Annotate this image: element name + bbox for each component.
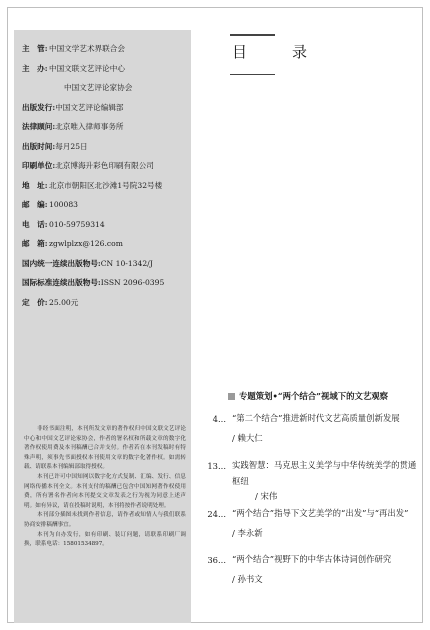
toc-entry-title: “两个结合”指导下文艺美学的“出发”与“再出发” — [232, 508, 409, 518]
masthead-label: 邮 编: — [22, 200, 48, 209]
masthead-label: 地 址: — [22, 180, 48, 190]
masthead-label: 定 价: — [22, 297, 48, 307]
masthead-row — [22, 181, 192, 201]
masthead-panel — [14, 30, 191, 623]
contents-heading — [230, 34, 323, 75]
notice-paragraph: 本刊已许可中国知网以数字化方式复制、汇编、发行、信息网络传播本刊全文。本刊支付的稿酬已包含中国知网著作权使用费，所有署名作者向本刊提交文章发表之行为视为同意上述声明。如有异议，请在投稿时说明，本刊将按作者说明处理。 — [24, 473, 186, 509]
masthead-label: 主 办: — [22, 63, 48, 73]
masthead-value: 北京唯入律师事务所 — [55, 122, 124, 131]
masthead-row — [22, 44, 192, 64]
masthead-label: 出版发行: — [22, 102, 56, 112]
masthead-row — [22, 220, 192, 240]
notice-paragraph: 本刊为自办发行，如有印刷、装订问题，请联系印刷厂调换，联系电话：15801534897。 — [24, 531, 186, 548]
heading-rule-bottom — [230, 74, 275, 75]
toc-page-number: 13... — [207, 461, 226, 471]
masthead-value: 北京博海升彩色印刷有限公司 — [55, 161, 154, 170]
masthead-row — [22, 278, 192, 298]
masthead-value: ISSN 2096-0395 — [100, 278, 165, 287]
masthead-value: CN 10-1342/J — [100, 258, 153, 268]
masthead-row — [22, 200, 192, 220]
masthead-label: 电 话: — [22, 219, 48, 229]
masthead-value: 010-59759314 — [49, 219, 105, 229]
masthead-value: zgwlplzx@126.com — [49, 239, 123, 248]
masthead-row — [22, 142, 192, 162]
masthead-row — [22, 298, 192, 318]
masthead-value: 中国文艺评论家协会 — [64, 83, 133, 92]
toc-section-title: 专题策划•“两个结合”视域下的文艺观察 — [239, 391, 388, 401]
copyright-notice — [24, 425, 186, 550]
masthead — [22, 44, 192, 317]
masthead-value: 中国文艺评论编辑部 — [55, 102, 124, 112]
masthead-label: 法律顾问: — [22, 122, 56, 131]
masthead-value: 25.00元 — [49, 297, 79, 307]
masthead-label: 邮 箱: — [22, 239, 48, 248]
page-title: 目 录 — [232, 43, 323, 61]
toc-page-number: 24... — [207, 509, 226, 519]
masthead-label: 国际标准连续出版物号: — [22, 278, 101, 287]
notice-paragraph: 本刊部分插图未找到作者信息，请作者或知情人与我们联系协商安排稿酬事宜。 — [24, 512, 186, 528]
toc-section-header — [228, 390, 388, 402]
toc-entry-author: / 宋伟 — [255, 491, 278, 501]
toc-entry-author: / 李永新 — [232, 528, 263, 538]
masthead-row — [22, 83, 192, 103]
toc-entry-title: 实践智慧：马克思主义美学与中华传统美学的贯通枢纽 — [232, 460, 417, 486]
toc-entry-author: / 孙书文 — [232, 574, 263, 584]
masthead-value: 100083 — [49, 200, 78, 209]
masthead-value: 每月25日 — [55, 141, 88, 151]
masthead-value: 中国文联文艺评论中心 — [49, 63, 125, 73]
square-bullet-icon — [228, 393, 235, 400]
notice-paragraph: 非经书面注明，本刊所发文章的著作权归中国文联文艺评论中心和中国文艺评论家协会，作者的署名权和所载文章的数字化著作权使用费及本刊稿酬已合并支付。作者若在本刊发稿时有特殊声明，须事先书面授权本刊使用文章的数字化著作权。如需转载、请联系本刊编辑部取得授权。 — [24, 426, 186, 471]
toc-entry-title: “第二个结合”推进新时代文艺高质量创新发展 — [232, 413, 400, 423]
masthead-row — [22, 161, 192, 181]
masthead-value: 中国文学艺术界联合会 — [49, 44, 125, 53]
masthead-row — [22, 64, 192, 84]
masthead-label: 印刷单位: — [22, 161, 56, 170]
toc-page-number: 4... — [212, 414, 226, 424]
masthead-value: 北京市朝阳区北沙滩1号院32号楼 — [49, 180, 163, 190]
masthead-label: 主 管: — [22, 44, 48, 53]
toc-entry-author: / 赖大仁 — [232, 433, 263, 443]
masthead-row — [22, 239, 192, 259]
masthead-row — [22, 122, 192, 142]
masthead-label: 国内统一连续出版物号: — [22, 258, 101, 268]
masthead-label: 出版时间: — [22, 141, 56, 151]
masthead-row — [22, 259, 192, 279]
masthead-row — [22, 103, 192, 123]
toc-page-number: 36... — [207, 555, 226, 565]
toc-entry-title: “两个结合”视野下的中华古体诗词创作研究 — [232, 554, 392, 564]
